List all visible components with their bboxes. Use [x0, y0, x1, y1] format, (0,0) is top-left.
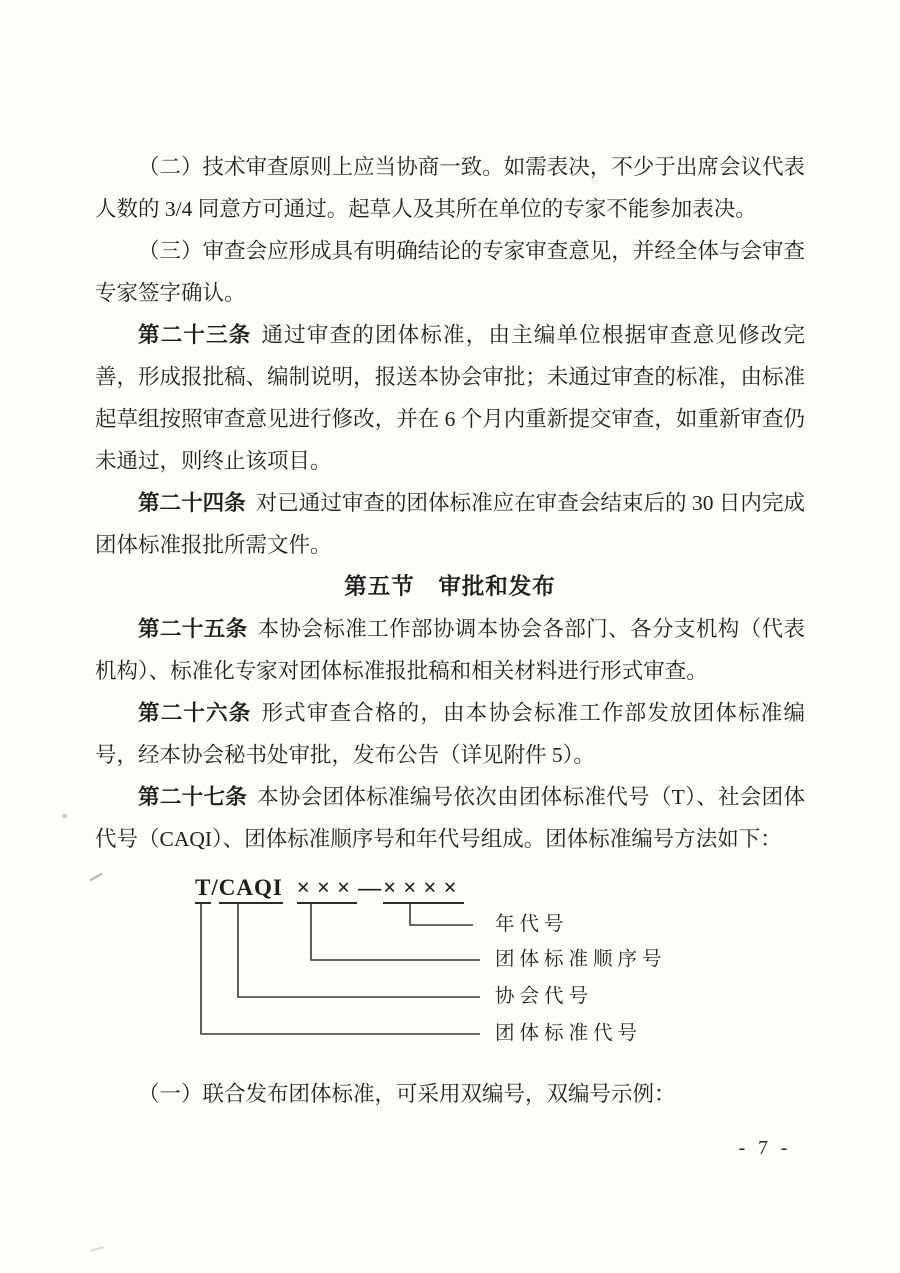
paragraph-text: （三）审查会应形成具有明确结论的专家审查意见，并经全体与会审查专家签字确认。	[95, 239, 805, 305]
paragraph-text: 本协会团体标准编号依次由团体标准代号（T）、社会团体代号（CAQI）、团体标准顺序号和年代号组成。团体标准编号方法如下：	[95, 785, 805, 851]
formula-year-placeholder: ××××	[383, 874, 463, 904]
paragraph-text: 本协会标准工作部协调本协会各部门、各分支机构（代表机构）、标准化专家对团体标准报批稿和相关材料进行形式审查。	[95, 617, 805, 683]
paragraph-article-27	[95, 776, 805, 860]
formula-slash: /	[211, 875, 219, 900]
label-association-code: 协会代号	[495, 986, 594, 1007]
paragraph-text: （一）联合发布团体标准，可采用双编号，双编号示例：	[138, 1082, 676, 1106]
paragraph-article-25	[95, 608, 805, 692]
standard-number-formula	[195, 874, 464, 904]
article-number: 第二十五条	[138, 617, 248, 641]
page-number: - 7 -	[738, 1138, 792, 1159]
paragraph-text: 对已通过审查的团体标准应在审查会结束后的 30 日内完成团体标准报批所需文件。	[95, 491, 805, 557]
paragraph-article-23	[95, 314, 805, 482]
label-year-code: 年代号	[495, 914, 569, 935]
formula-dash: —	[358, 875, 383, 900]
paragraph-text: 通过审查的团体标准，由主编单位根据审查意见修改完善，形成报批稿、编制说明，报送本协会审批；未通过审查的标准，由标准起草组按照审查意见进行修改，并在 6 个月内重新提交审查，如重新审查仍未通过，则终止该项目。	[95, 323, 805, 473]
section-heading: 第五节 审批和发布	[344, 574, 556, 599]
document-body	[95, 146, 805, 1115]
label-standard-code: 团体标准代号	[495, 1023, 643, 1044]
article-number: 第二十六条	[138, 701, 252, 725]
article-number: 第二十三条	[138, 323, 252, 347]
article-number: 第二十七条	[138, 785, 248, 809]
paragraph-article-24	[95, 482, 805, 566]
formula-standard-code: T	[195, 874, 211, 904]
label-sequence-number: 团体标准顺序号	[495, 949, 667, 970]
formula-sequence-placeholder: ×××	[297, 874, 357, 904]
paragraph-text: （二）技术审查原则上应当协商一致。如需表决，不少于出席会议代表人数的 3/4 同意方可通过。起草人及其所在单位的专家不能参加表决。	[95, 155, 805, 221]
article-number: 第二十四条	[138, 491, 246, 515]
scan-artifact-smudge	[90, 1246, 104, 1252]
standard-numbering-diagram	[95, 872, 805, 1057]
paragraph-item-2	[95, 146, 805, 230]
scan-artifact-dot	[62, 814, 67, 818]
paragraph-item-1-joint	[95, 1073, 805, 1115]
paragraph-text: 形式审查合格的，由本协会标准工作部发放团体标准编号，经本协会秘书处审批，发布公告（详见附件 5）。	[95, 701, 805, 767]
paragraph-article-26	[95, 692, 805, 776]
formula-association-code: CAQI	[219, 874, 283, 904]
paragraph-item-3	[95, 230, 805, 314]
